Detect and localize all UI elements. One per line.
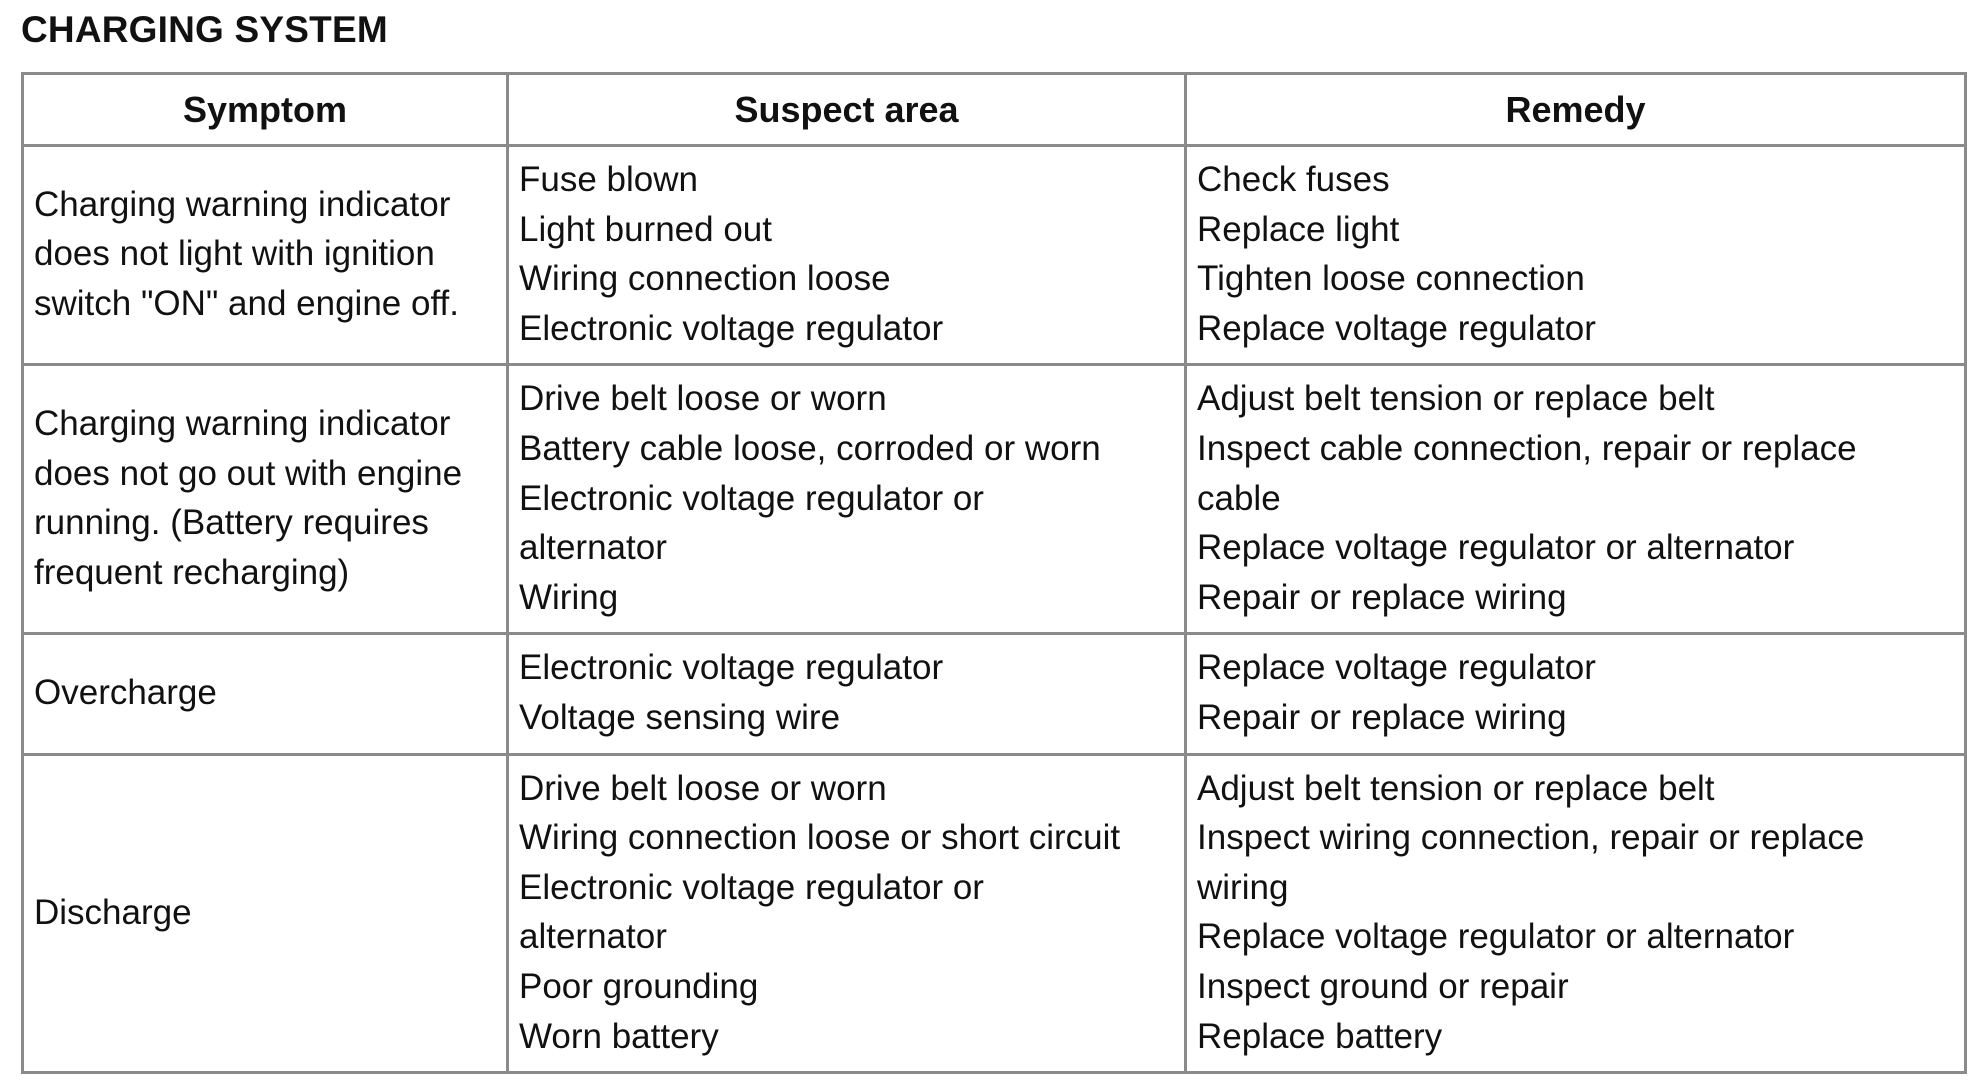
remedy-item: Replace voltage regulator or alternator bbox=[1197, 528, 1795, 568]
remedy-item: Tighten loose connection bbox=[1197, 259, 1585, 299]
suspect-item: Light burned out bbox=[519, 209, 772, 249]
troubleshooting-table bbox=[21, 72, 1967, 1074]
remedy-item: Replace battery bbox=[1197, 1016, 1443, 1056]
symptom-cell: Charging warning indicator does not light with ignition switch "ON" and engine off. bbox=[23, 146, 508, 365]
suspect-item: Drive belt loose or worn bbox=[519, 379, 887, 419]
remedy-item: Repair or replace wiring bbox=[1197, 697, 1567, 737]
symptom-cell: Overcharge bbox=[23, 634, 508, 754]
symptom-cell: Discharge bbox=[23, 754, 508, 1073]
remedy-cell bbox=[1186, 365, 1966, 634]
table-row bbox=[23, 634, 1966, 754]
remedy-item: cable bbox=[1197, 478, 1281, 518]
remedy-item: Inspect wiring connection, repair or replace bbox=[1197, 818, 1865, 858]
table-row bbox=[23, 365, 1966, 634]
suspect-item: Drive belt loose or worn bbox=[519, 768, 887, 808]
remedy-item: Replace light bbox=[1197, 209, 1400, 249]
suspect-item: Fuse blown bbox=[519, 160, 698, 199]
remedy-item: Inspect cable connection, repair or replace bbox=[1197, 428, 1857, 468]
remedy-cell bbox=[1186, 146, 1966, 365]
suspect-item: Electronic voltage regulator bbox=[519, 308, 944, 348]
symptom-cell: Charging warning indicator does not go out with engine running. (Battery requires frequent recharging) bbox=[23, 365, 508, 634]
suspect-item: Wiring connection loose or short circuit bbox=[519, 818, 1121, 858]
suspect-item: Voltage sensing wire bbox=[519, 697, 841, 737]
header-suspect-area: Suspect area bbox=[508, 74, 1186, 146]
remedy-item: Replace voltage regulator bbox=[1197, 648, 1596, 688]
suspect-item: alternator bbox=[519, 917, 667, 957]
page-title: CHARGING SYSTEM bbox=[21, 9, 388, 50]
header-remedy: Remedy bbox=[1186, 74, 1966, 146]
remedy-item: wiring bbox=[1197, 867, 1289, 907]
suspect-item: Wiring connection loose bbox=[519, 259, 891, 299]
suspect-item: Electronic voltage regulator or bbox=[519, 867, 984, 907]
suspect-item: Electronic voltage regulator or bbox=[519, 478, 984, 518]
remedy-item: Replace voltage regulator or alternator bbox=[1197, 917, 1795, 957]
header-row bbox=[23, 74, 1966, 146]
suspect-area-cell bbox=[508, 146, 1186, 365]
remedy-cell bbox=[1186, 634, 1966, 754]
remedy-item: Repair or replace wiring bbox=[1197, 577, 1567, 617]
suspect-item: Worn battery bbox=[519, 1016, 719, 1056]
remedy-item: Inspect ground or repair bbox=[1197, 966, 1569, 1006]
suspect-area-cell bbox=[508, 365, 1186, 634]
suspect-item: Wiring bbox=[519, 577, 619, 617]
remedy-item: Check fuses bbox=[1197, 160, 1390, 199]
header-symptom: Symptom bbox=[23, 74, 508, 146]
remedy-cell bbox=[1186, 754, 1966, 1073]
suspect-item: Poor grounding bbox=[519, 966, 759, 1006]
table-row bbox=[23, 754, 1966, 1073]
remedy-item: Replace voltage regulator bbox=[1197, 308, 1596, 348]
remedy-item: Adjust belt tension or replace belt bbox=[1197, 768, 1715, 808]
suspect-area-cell bbox=[508, 634, 1186, 754]
table-row bbox=[23, 146, 1966, 365]
suspect-item: alternator bbox=[519, 528, 667, 568]
suspect-item: Battery cable loose, corroded or worn bbox=[519, 428, 1101, 468]
suspect-item: Electronic voltage regulator bbox=[519, 648, 944, 688]
suspect-area-cell bbox=[508, 754, 1186, 1073]
remedy-item: Adjust belt tension or replace belt bbox=[1197, 379, 1715, 419]
